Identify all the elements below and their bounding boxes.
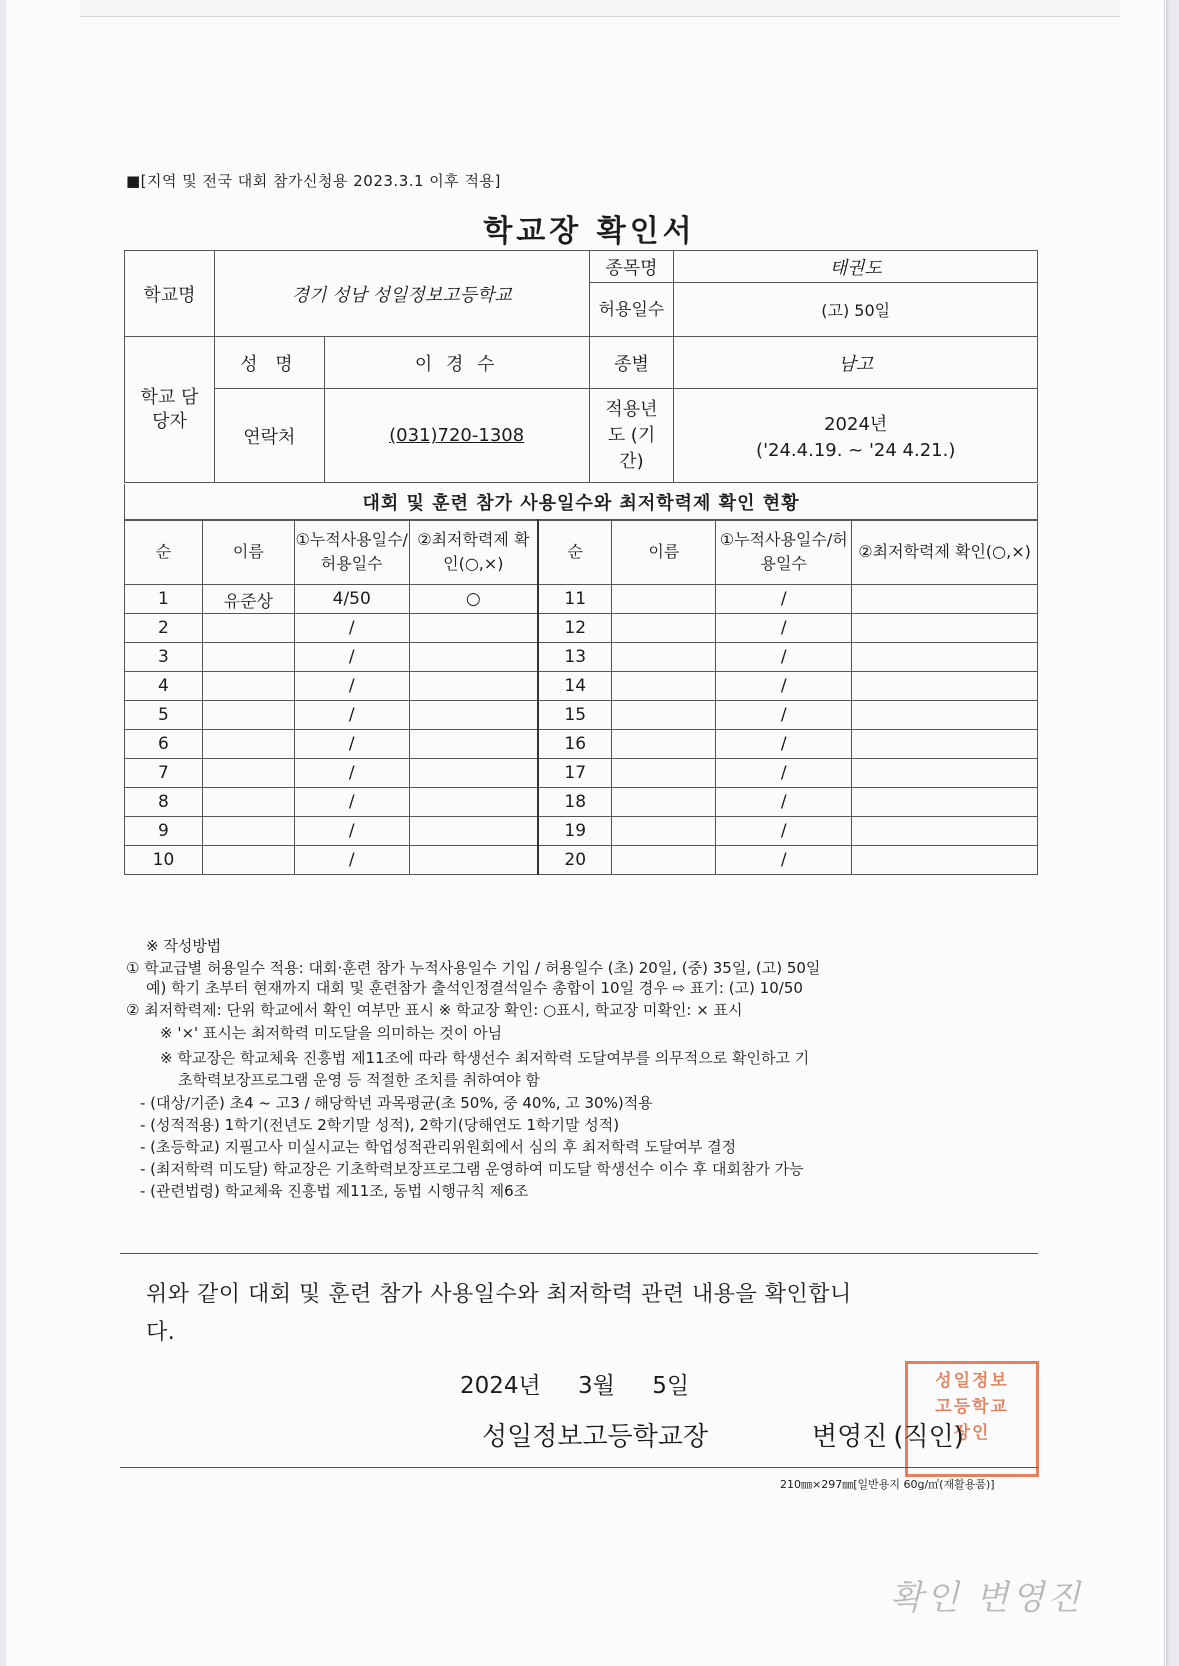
cell-days-right: /	[716, 643, 852, 672]
cell-no-right: 18	[538, 788, 612, 817]
document-title: 학교장 확인서	[483, 214, 696, 249]
contact-label: 연락처	[214, 389, 324, 483]
cell-no-left: 10	[125, 846, 203, 875]
instruction-line: 예) 학기 초부터 현재까지 대회 및 훈련참가 출석인정결석일수 총합이 10일 경우 ⇨ 표기: (고) 10/50	[146, 979, 803, 997]
instruction-line: 초학력보장프로그램 운영 등 적절한 조치를 취하여야 함	[178, 1071, 540, 1089]
instruction-line: - (성적적용) 1학기(전년도 2학기말 성적), 2학기(당해연도 1학기말 성적)	[140, 1116, 620, 1134]
cell-academic-left	[409, 643, 538, 672]
cell-name-right	[612, 614, 716, 643]
cell-name-right	[612, 643, 716, 672]
cell-no-left: 7	[125, 759, 203, 788]
school-label: 학교명	[125, 251, 215, 337]
cell-name-left	[202, 846, 294, 875]
apply-year-label: 적용년도 (기간)	[589, 389, 674, 483]
header-no: 순	[125, 520, 203, 585]
info-table	[124, 250, 1038, 483]
instruction-line: ※ 학교장은 학교체육 진흥법 제11조에 따라 학생선수 최저학력 도달여부를 의무적으로 확인하고 기	[160, 1049, 810, 1067]
school-value: 경기 성남 성일정보고등학교	[214, 251, 589, 337]
cell-no-right: 12	[538, 614, 612, 643]
apply-year-value: 2024년	[824, 414, 888, 435]
cell-academic-left	[409, 701, 538, 730]
cell-days-right: /	[716, 759, 852, 788]
table-row	[125, 759, 1038, 788]
table-row	[125, 817, 1038, 846]
header-name: 이름	[202, 520, 294, 585]
paper-spec-footnote: 210㎜×297㎜[일반용지 60g/㎡(재활용품)]	[780, 1478, 995, 1491]
confirmation-line1: 위와 같이 대회 및 훈련 참가 사용일수와 최저학력 관련 내용을 확인합니	[146, 1282, 852, 1307]
apply-period-value: ('24.4.19. ~ '24 4.21.)	[756, 440, 956, 461]
cell-no-right: 17	[538, 759, 612, 788]
name-value: 이 경 수	[324, 337, 589, 389]
table-row	[125, 788, 1038, 817]
cell-name-left	[202, 759, 294, 788]
cell-days-left: /	[294, 759, 409, 788]
cell-name-left	[202, 614, 294, 643]
header-no-right: 순	[538, 520, 612, 585]
cell-no-right: 11	[538, 585, 612, 614]
cell-no-left: 2	[125, 614, 203, 643]
divider-top	[120, 1253, 1038, 1254]
cell-no-left: 5	[125, 701, 203, 730]
cell-no-left: 4	[125, 672, 203, 701]
cell-name-left	[202, 643, 294, 672]
header-academic: ②최저학력제 확인(○,×)	[409, 520, 538, 585]
table-row	[125, 730, 1038, 759]
cell-days-right: /	[716, 672, 852, 701]
cell-name-left	[202, 672, 294, 701]
apply-year-cell	[674, 389, 1038, 483]
cell-no-left: 1	[125, 585, 203, 614]
cell-name-right	[612, 817, 716, 846]
cell-academic-right	[852, 672, 1038, 701]
cell-name-right	[612, 846, 716, 875]
cell-days-right: /	[716, 614, 852, 643]
instruction-line: ※ 작성방법	[146, 937, 222, 955]
cell-academic-right	[852, 585, 1038, 614]
cell-academic-right	[852, 846, 1038, 875]
cell-name-left: 유준상	[202, 585, 294, 614]
cell-name-right	[612, 788, 716, 817]
table-row	[125, 614, 1038, 643]
cell-days-left: /	[294, 701, 409, 730]
cell-academic-left	[409, 672, 538, 701]
instruction-line: ① 학교급별 허용일수 적용: 대회·훈련 참가 누적사용일수 기입 / 허용일수 (초) 20일, (중) 35일, (고) 50일	[126, 959, 821, 977]
event-value: 태권도	[674, 251, 1038, 283]
instruction-line: - (관련법령) 학교체육 진흥법 제11조, 동법 시행규칙 제6조	[140, 1182, 529, 1200]
usage-table	[124, 519, 1038, 875]
cell-name-right	[612, 759, 716, 788]
cell-days-left: /	[294, 846, 409, 875]
staff-label: 학교 담당자	[125, 337, 215, 483]
instruction-line: - (대상/기준) 초4 ~ 고3 / 해당학년 과목평균(초 50%, 중 40%, 고 30%)적용	[140, 1094, 653, 1112]
table-row	[125, 672, 1038, 701]
cell-days-left: /	[294, 643, 409, 672]
section-title: 대회 및 훈련 참가 사용일수와 최저학력제 확인 현황	[125, 484, 1038, 520]
divider-bottom	[120, 1467, 1038, 1468]
cell-no-right: 20	[538, 846, 612, 875]
issue-date: 2024년 3월 5일	[460, 1373, 690, 1399]
table-header-row	[125, 520, 1038, 585]
signer-name-text: 변영진	[812, 1422, 888, 1452]
cell-academic-right	[852, 817, 1038, 846]
cell-academic-left	[409, 730, 538, 759]
cell-name-left	[202, 788, 294, 817]
table-row	[125, 585, 1038, 614]
paper-edge	[80, 0, 1120, 17]
cell-days-left: 4/50	[294, 585, 409, 614]
instruction-line: ② 최저학력제: 단위 학교에서 확인 여부만 표시 ※ 학교장 확인: ○표시, 학교장 미확인: × 표시	[126, 1001, 743, 1019]
cell-no-right: 13	[538, 643, 612, 672]
event-label: 종목명	[589, 251, 674, 283]
cell-name-left	[202, 817, 294, 846]
cell-name-left	[202, 730, 294, 759]
cell-academic-left	[409, 846, 538, 875]
instruction-line: - (최저학력 미도달) 학교장은 기초학력보장프로그램 운영하여 미도달 학생선수 이수 후 대회참가 가능	[140, 1160, 804, 1178]
header-days: ①누적사용일수/허용일수	[294, 520, 409, 585]
cell-name-right	[612, 730, 716, 759]
header-note: ■[지역 및 전국 대회 참가신청용 2023.3.1 이후 적용]	[126, 172, 501, 190]
cell-no-right: 15	[538, 701, 612, 730]
table-row	[125, 846, 1038, 875]
cell-academic-right	[852, 614, 1038, 643]
cell-days-left: /	[294, 730, 409, 759]
confirmation-line2: 다.	[146, 1320, 176, 1345]
name-label: 성 명	[214, 337, 324, 389]
allowed-days-value: (고) 50일	[674, 283, 1038, 337]
handwritten-note: 확인 변영진	[890, 1578, 1084, 1618]
cell-academic-left	[409, 817, 538, 846]
cell-name-right	[612, 585, 716, 614]
header-name-right: 이름	[612, 520, 716, 585]
category-label: 종별	[589, 337, 674, 389]
cell-days-right: /	[716, 701, 852, 730]
instruction-line: ※ '×' 표시는 최저학력 미도달을 의미하는 것이 아님	[160, 1024, 503, 1042]
cell-days-left: /	[294, 614, 409, 643]
cell-academic-right	[852, 730, 1038, 759]
cell-days-right: /	[716, 585, 852, 614]
cell-days-right: /	[716, 817, 852, 846]
cell-days-left: /	[294, 817, 409, 846]
cell-academic-right	[852, 788, 1038, 817]
cell-no-left: 3	[125, 643, 203, 672]
cell-academic-left	[409, 788, 538, 817]
cell-academic-right	[852, 643, 1038, 672]
cell-academic-left	[409, 614, 538, 643]
cell-academic-right	[852, 759, 1038, 788]
cell-no-left: 6	[125, 730, 203, 759]
contact-value: (031)720-1308	[389, 425, 525, 446]
cell-days-left: /	[294, 788, 409, 817]
seal-mark: (직인)	[893, 1422, 964, 1452]
header-days-right: ①누적사용일수/허용일수	[716, 520, 852, 585]
cell-name-right	[612, 701, 716, 730]
cell-no-left: 8	[125, 788, 203, 817]
category-value: 남고	[674, 337, 1038, 389]
cell-no-left: 9	[125, 817, 203, 846]
cell-no-right: 19	[538, 817, 612, 846]
cell-no-right: 14	[538, 672, 612, 701]
signer-name	[812, 1416, 964, 1453]
header-academic-right: ②최저학력제 확인(○,×)	[852, 520, 1038, 585]
cell-days-right: /	[716, 846, 852, 875]
cell-days-right: /	[716, 730, 852, 759]
cell-name-left	[202, 701, 294, 730]
seal-text: 성일정보 고등학교 장인	[935, 1371, 1009, 1443]
cell-no-right: 16	[538, 730, 612, 759]
cell-academic-left: ○	[409, 585, 538, 614]
contact-cell	[324, 389, 589, 483]
cell-academic-left	[409, 759, 538, 788]
confirmation-text	[146, 1276, 1046, 1352]
cell-days-right: /	[716, 788, 852, 817]
cell-name-right	[612, 672, 716, 701]
table-row	[125, 701, 1038, 730]
table-row	[125, 643, 1038, 672]
cell-days-left: /	[294, 672, 409, 701]
signer-title: 성일정보고등학교장	[482, 1422, 709, 1452]
section-title-table	[124, 484, 1038, 521]
cell-academic-right	[852, 701, 1038, 730]
allowed-days-label: 허용일수	[589, 283, 674, 337]
instruction-line: - (초등학교) 지필고사 미실시교는 학업성적관리위원회에서 심의 후 최저학력 도달여부 결정	[140, 1138, 737, 1156]
